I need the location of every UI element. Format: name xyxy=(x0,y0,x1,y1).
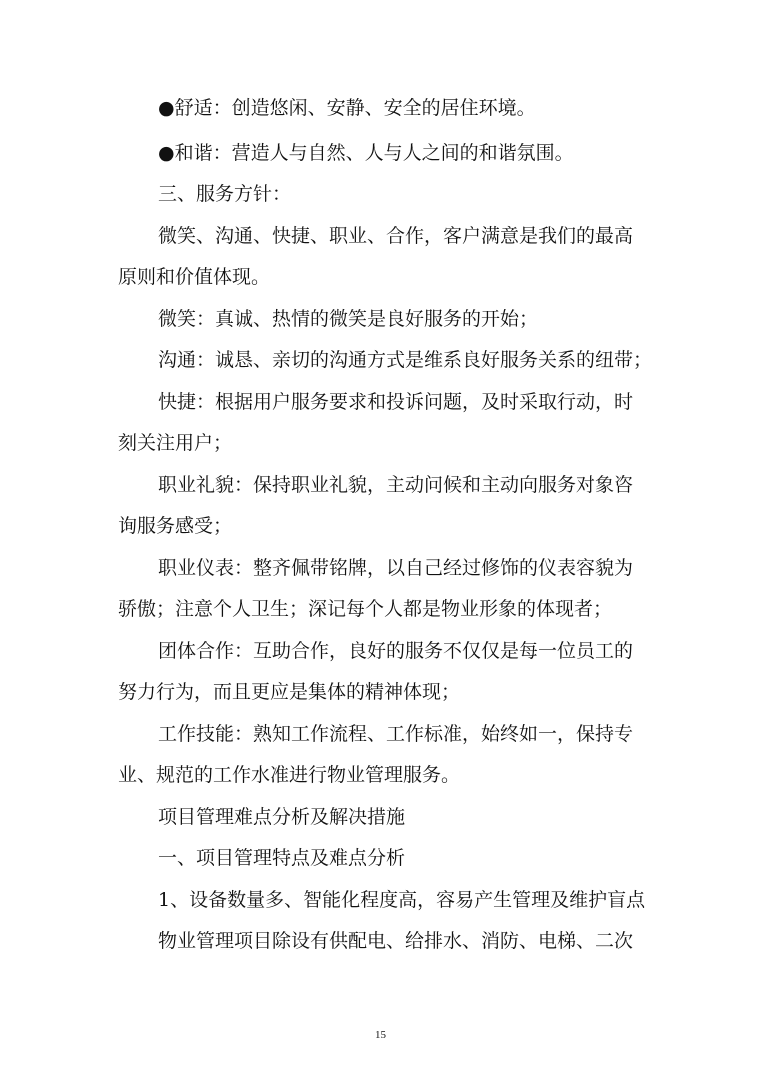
text-line: 物业管理项目除设有供配电、给排水、消防、电梯、二次 xyxy=(158,930,634,952)
section-heading: 一、项目管理特点及难点分析 xyxy=(158,847,406,869)
text-line: 微笑、沟通、快捷、职业、合作，客户满意是我们的最高 xyxy=(158,225,634,247)
text-line: ●舒适：创造悠闲、安静、安全的居住环境。 xyxy=(158,97,536,119)
text-line: 询服务感受； xyxy=(118,515,233,537)
text-line: 1、设备数量多、智能化程度高，容易产生管理及维护盲点 xyxy=(158,889,646,911)
text-line: 职业礼貌：保持职业礼貌，主动问候和主动向服务对象咨 xyxy=(158,474,634,496)
text-line: 业、规范的工作水准进行物业管理服务。 xyxy=(118,764,461,786)
text-line: 原则和价值体现。 xyxy=(118,266,271,288)
text-line: 沟通：诚恳、亲切的沟通方式是维系良好服务关系的纽带； xyxy=(158,349,653,371)
text-line: 刻关注用户； xyxy=(118,432,233,454)
text-line: ●和谐：营造人与自然、人与人之间的和谐氛围。 xyxy=(158,142,574,164)
text-line: 骄傲；注意个人卫生；深记每个人都是物业形象的体现者； xyxy=(118,598,613,620)
text-line: 快捷：根据用户服务要求和投诉问题，及时采取行动，时 xyxy=(158,391,634,413)
section-heading: 项目管理难点分析及解决措施 xyxy=(158,806,406,828)
text-line: 微笑：真诚、热情的微笑是良好服务的开始； xyxy=(158,308,539,330)
text-line: 工作技能：熟知工作流程、工作标准，始终如一，保持专 xyxy=(158,723,634,745)
text-line: 努力行为，而且更应是集体的精神体现； xyxy=(118,681,461,703)
page-number: 15 xyxy=(375,1029,386,1041)
text-line: 职业仪表：整齐佩带铭牌，以自己经过修饰的仪表容貌为 xyxy=(158,557,634,579)
text-line: 团体合作：互助合作，良好的服务不仅仅是每一位员工的 xyxy=(158,640,634,662)
section-heading: 三、服务方针： xyxy=(158,183,292,205)
